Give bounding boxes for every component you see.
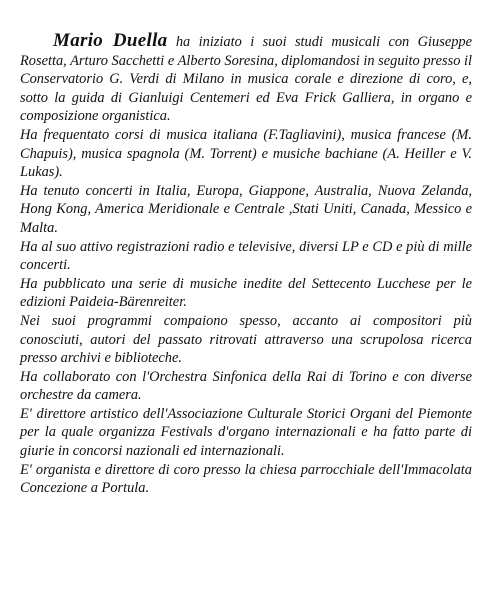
- biography-text: [20, 32, 472, 498]
- author-name: Mario Duella: [53, 30, 168, 51]
- paragraph-intro-text: ha iniziato i suoi studi musicali con Giuseppe Rosetta, Arturo Sacchetti e Alberto Soresina, diplomandosi in seguito presso il Conservatorio G. Verdi di Milano in musica corale e direzione di coro, e, sotto la guida di Gianluigi Centemeri ed Eva Frick Galliera, in organo e composizione organistica.: [20, 34, 472, 125]
- paragraph-position: E' organista e direttore di coro presso la chiesa parrocchiale dell'Immacolata Concezione a Portula.: [20, 461, 472, 497]
- paragraph-direction: E' direttore artistico dell'Associazione Culturale Storici Organi del Piemonte per la quale organizza Festivals d'organo internazionali e ha fatto parte di giurie in concorsi nazionali ed internazionali.: [20, 405, 472, 460]
- paragraph-courses: Ha frequentato corsi di musica italiana (F.Tagliavini), musica francese (M. Chapuis), musica spagnola (M. Torrent) e musiche bachiane (A. Heiller e V. Lukas).: [20, 126, 472, 181]
- paragraph-programs: Nei suoi programmi compaiono spesso, accanto ai compositori più conosciuti, autori del passato ritrovati attraverso una scrupolosa ricerca presso archivi e biblioteche.: [20, 312, 472, 367]
- paragraph-recordings: Ha al suo attivo registrazioni radio e televisive, diversi LP e CD e più di mille concerti.: [20, 238, 472, 274]
- paragraph-concerts: Ha tenuto concerti in Italia, Europa, Giappone, Australia, Nuova Zelanda, Hong Kong, America Meridionale e Centrale ,Stati Uniti, Canada, Messico e Malta.: [20, 182, 472, 236]
- paragraph-collaborations: Ha collaborato con l'Orchestra Sinfonica della Rai di Torino e con diverse orchestre da camera.: [20, 368, 472, 404]
- paragraph-intro: [20, 32, 472, 126]
- paragraph-publications: Ha pubblicato una serie di musiche inedite del Settecento Lucchese per le edizioni Paideia-Bärenreiter.: [20, 275, 472, 311]
